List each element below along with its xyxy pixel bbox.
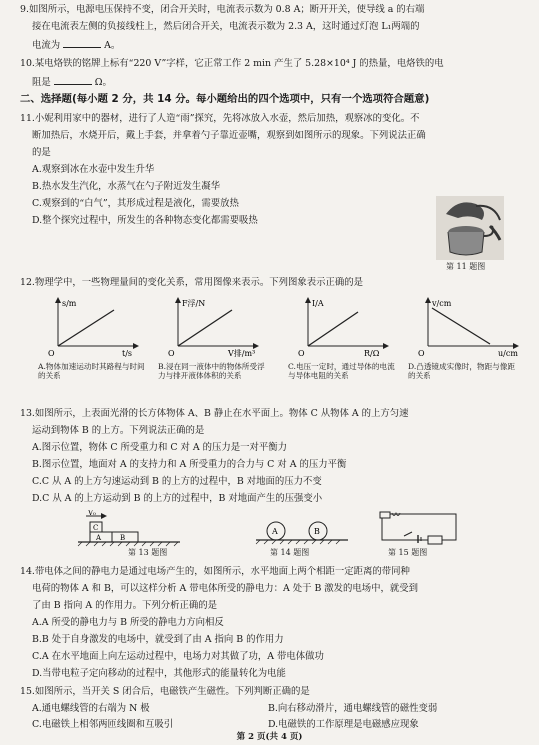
q10-answer-blank[interactable] <box>54 75 92 85</box>
switch-icon <box>404 532 412 536</box>
circuit-wire <box>382 514 456 540</box>
q13-line2: 运动到物体 B 的上方。下列说法正确的是 <box>32 425 205 436</box>
q13-figure-caption: 第 13 题图 <box>128 548 168 557</box>
kettle-icon <box>448 232 484 255</box>
graph-b-xlabel: V排/m³ <box>228 349 256 358</box>
q10-line2 <box>32 75 525 89</box>
q9-line3-post: A。 <box>104 40 121 51</box>
q15-figure-caption: 第 15 题图 <box>388 548 428 557</box>
graph-d <box>418 299 518 358</box>
q9-line3 <box>32 38 525 52</box>
q11-line3: 的是 <box>32 147 51 158</box>
q13-line1: 13.如图所示，上表面光滑的长方体物体 A、B 静止在水平面上。物体 C 从物体 A 的上方匀速 <box>20 408 409 419</box>
q15-option-b[interactable]: B.向右移动滑片，通电螺线管的磁性变弱 <box>268 703 438 714</box>
q9-answer-blank[interactable] <box>63 38 101 48</box>
electromagnet-icon <box>380 512 390 518</box>
graph-a-xlabel: t/s <box>122 349 133 358</box>
q12-option-c[interactable]: C.电压一定时，通过导体的电流与导体电阻的关系 <box>288 362 395 381</box>
q12-graphs <box>28 296 528 358</box>
q14-option-d[interactable]: D.当带电粒子定向移动的过程中，其他形式的能量转化为电能 <box>32 668 286 679</box>
q15-option-d[interactable]: D.电磁铁的工作原理是电磁感应现象 <box>268 719 419 730</box>
sliding-rheostat-icon <box>428 536 442 544</box>
q11-option-b[interactable]: B.热水发生汽化，水蒸气在勺子附近发生凝华 <box>32 181 220 192</box>
q13-option-c[interactable]: C.C 从 A 的上方匀速运动到 B 的上方的过程中，B 对地面的压力不变 <box>32 476 322 487</box>
graph-d-ylabel: v/cm <box>432 299 452 308</box>
q13-option-b[interactable]: B.图示位置，地面对 A 的支持力和 A 所受重力的合力与 C 对 A 的压力平衡 <box>32 459 347 470</box>
graph-b <box>168 298 256 358</box>
graph-c-xlabel: R/Ω <box>364 349 380 358</box>
q12-option-a[interactable]: A.物体加速运动时其路程与时间的关系 <box>38 362 145 381</box>
graph-c <box>298 299 386 358</box>
graph-c-ylabel: I/A <box>312 299 324 308</box>
section-2-title: 二、选择题(每小题 2 分，共 14 分。每小题给出的四个选项中，只有一个选项符合题意) <box>20 93 430 105</box>
q14-a-label: A <box>272 527 278 536</box>
q12-option-d[interactable]: D.凸透镜成实像时，物距与像距的关系 <box>408 362 515 381</box>
graph-d-line <box>432 308 490 344</box>
page-footer: 第 2 页(共 4 页) <box>236 732 303 742</box>
graph-c-origin: O <box>298 349 305 358</box>
q13-figure <box>72 510 182 550</box>
q13-b-label: B <box>120 534 126 542</box>
q9-line1: 9.如图所示，电源电压保持不变，闭合开关时，电流表示数为 0.8 A；断开开关，使导线 a 的右端 <box>20 4 425 15</box>
q11-option-c[interactable]: C.观察到的“白气”，其形成过程是液化，需要放热 <box>32 198 239 209</box>
q10-line1: 10.某电烙铁的铭牌上标有“220 V”字样，它正常工作 2 min 产生了 5.28×10⁴ J 的热量，电烙铁的电 <box>20 58 444 69</box>
q12-line1: 12.物理学中，一些物理量间的变化关系，常用图像来表示。下列图象表示正确的是 <box>20 277 364 288</box>
q13-c-label: C <box>93 524 99 532</box>
q11-kettle-figure <box>436 196 504 260</box>
q14-option-b[interactable]: B.B 处于自身激发的电场中，就受到了由 A 指向 B 的作用力 <box>32 634 284 645</box>
q14-option-a[interactable]: A.A 所受的静电力与 B 所受的静电力方向相反 <box>32 617 224 628</box>
q13-v0-label: V₀ <box>88 510 96 517</box>
q11-option-a[interactable]: A.观察到冰在水壶中发生升华 <box>32 164 155 175</box>
q15-option-c[interactable]: C.电磁铁上相邻两匝线圈和互吸引 <box>32 719 174 730</box>
q11-line1: 11.小妮利用家中的器材，进行了人造“雨”探究，先将冰放入水壶，然后加热，观察冰的变化。不 <box>20 113 420 124</box>
graph-b-origin: O <box>168 349 175 358</box>
q14-option-c[interactable]: C.A 在水平地面上向左运动过程中，电场力对其做了功，A 带电体做功 <box>32 651 324 662</box>
q14-line1: 14.带电体之间的静电力是通过电场产生的，如图所示，水平地面上两个相距一定距离的带同种 <box>20 566 410 577</box>
q13-option-d[interactable]: D.C 从 A 的上方运动到 B 的上方的过程中，B 对地面产生的压强变小 <box>32 493 323 504</box>
q11-line2: 断加热后，水烧开后，戴上手套，并拿着勺子靠近壶嘴，观察到如图所示的现象。下列说法正确 <box>32 130 426 141</box>
q14-b-label: B <box>314 527 320 536</box>
q11-option-d[interactable]: D.整个探究过程中，所发生的各种物态变化都需要吸热 <box>32 215 258 226</box>
graph-d-origin: O <box>418 349 425 358</box>
q14-figure-caption: 第 14 题图 <box>270 548 310 557</box>
q14-line2: 电荷的物体 A 和 B，可以这样分析 A 带电体所受的静电力：A 处于 B 激发的电场中，就受到 <box>32 583 419 594</box>
q13-a-label: A <box>96 534 102 542</box>
q9-line3-pre: 电流为 <box>32 40 61 51</box>
q14-line3: 了由 B 指向 A 的作用力。下列分析正确的是 <box>32 600 217 611</box>
q13-option-a[interactable]: A.图示位置，物体 C 所受重力和 C 对 A 的压力是一对平衡力 <box>32 442 287 453</box>
q11-figure-caption: 第 11 题图 <box>446 262 486 271</box>
q12-option-b[interactable]: B.浸在同一液体中的物体所受浮力与排开液体体积的关系 <box>158 362 265 381</box>
graph-c-line <box>308 312 358 346</box>
q14-figure <box>254 520 350 548</box>
graph-b-line <box>178 310 232 346</box>
q15-option-a[interactable]: A.通电螺线管的右端为 N 极 <box>32 703 150 714</box>
graph-a-ylabel: s/m <box>62 299 77 308</box>
q10-line2-pre: 阻是 <box>32 77 51 88</box>
graph-a-line <box>58 310 114 346</box>
graph-a <box>48 299 136 358</box>
q10-line2-post: Ω。 <box>94 77 112 88</box>
graph-d-xlabel: u/cm <box>498 349 518 358</box>
q15-figure <box>374 510 464 546</box>
graph-a-origin: O <box>48 349 55 358</box>
q15-line1: 15.如图所示，当开关 S 闭合后，电磁铁产生磁性。下列判断正确的是 <box>20 686 310 697</box>
graph-b-ylabel: F浮/N <box>182 299 206 308</box>
q9-line2: 接在电流表左侧的负接线柱上，然后闭合开关，电流表示数为 2.3 A，这时通过灯泡 L₁两端的 <box>32 21 420 32</box>
